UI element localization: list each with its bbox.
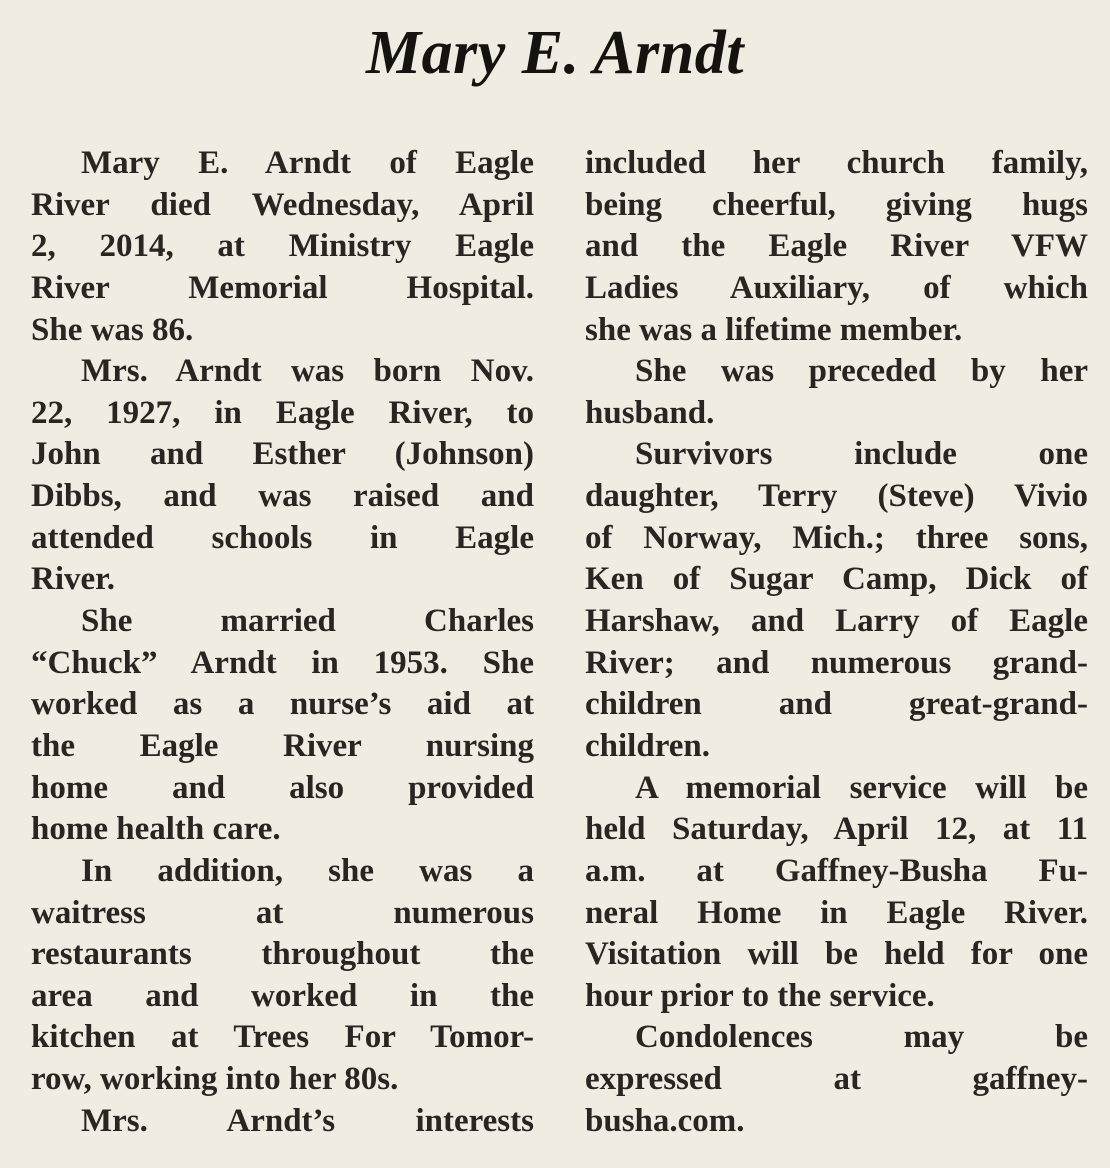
paragraph: [585, 351, 1088, 434]
text-line: and the Eagle River VFW: [585, 228, 1088, 265]
text-line: held Saturday, April 12, at 11: [585, 811, 1088, 848]
text-line: restaurants throughout the: [31, 936, 534, 973]
paragraph: [585, 143, 1088, 351]
text-line: Ken of Sugar Camp, Dick of: [585, 561, 1088, 598]
text-line: Survivors include one: [635, 436, 1088, 473]
text-line: being cheerful, giving hugs: [585, 186, 1088, 223]
text-line: children.: [585, 727, 710, 764]
text-line: She was 86.: [31, 311, 194, 348]
text-line: kitchen at Trees For Tomor-: [31, 1019, 534, 1056]
text-line: a.m. at Gaffney-Busha Fu-: [585, 852, 1088, 889]
text-line: Mrs. Arndt was born Nov.: [81, 353, 534, 390]
text-line: 22, 1927, in Eagle River, to: [31, 394, 534, 431]
text-line: husband.: [585, 394, 715, 431]
text-line: John and Esther (Johnson): [31, 436, 534, 473]
paragraph: [31, 351, 534, 601]
paragraph: [31, 851, 534, 1101]
obituary-title: Mary E. Arndt: [365, 19, 744, 87]
text-line: “Chuck” Arndt in 1953. She: [31, 644, 534, 681]
text-line: She married Charles: [81, 603, 534, 640]
text-line: Harshaw, and Larry of Eagle: [585, 603, 1088, 640]
text-line: the Eagle River nursing: [31, 727, 534, 764]
text-line: busha.com.: [585, 1102, 745, 1139]
text-line: Condolences may be: [635, 1019, 1088, 1056]
text-line: In addition, she was a: [81, 852, 534, 889]
paragraph: [31, 143, 534, 351]
text-line: attended schools in Eagle: [31, 519, 534, 556]
text-line: Ladies Auxiliary, of which: [585, 269, 1088, 306]
paragraph: [585, 434, 1088, 767]
text-line: home health care.: [31, 811, 281, 848]
text-line: home and also provided: [31, 769, 534, 806]
text-line: waitress at numerous: [31, 894, 534, 931]
text-line: River.: [31, 561, 116, 598]
text-line: area and worked in the: [31, 977, 534, 1014]
text-line: expressed at gaffney-: [585, 1061, 1088, 1098]
text-line: hour prior to the service.: [585, 977, 935, 1014]
paragraph: [585, 1017, 1088, 1142]
text-line: Dibbs, and was raised and: [31, 478, 534, 515]
text-column-left: [31, 143, 534, 1142]
text-line: A memorial service will be: [635, 769, 1088, 806]
text-line: 2, 2014, at Ministry Eagle: [31, 228, 534, 265]
text-line: River died Wednesday, April: [31, 186, 534, 223]
text-line: children and great-grand-: [585, 686, 1088, 723]
paragraph: [31, 1101, 534, 1143]
text-line: daughter, Terry (Steve) Vivio: [585, 478, 1088, 515]
text-line: River Memorial Hospital.: [31, 269, 534, 306]
text-line: Visitation will be held for one: [585, 936, 1088, 973]
text-line: she was a lifetime member.: [585, 311, 963, 348]
text-column-right: [585, 143, 1088, 1142]
text-line: row, working into her 80s.: [31, 1061, 399, 1098]
text-line: Mary E. Arndt of Eagle: [81, 145, 534, 181]
paragraph: [585, 768, 1088, 1018]
text-line: included her church family,: [585, 145, 1088, 181]
text-line: River; and numerous grand-: [585, 644, 1088, 681]
text-line: She was preceded by her: [635, 353, 1088, 390]
text-line: worked as a nurse’s aid at: [31, 686, 534, 723]
text-line: of Norway, Mich.; three sons,: [585, 519, 1088, 556]
text-line: neral Home in Eagle River.: [585, 894, 1088, 931]
paragraph: [31, 601, 534, 851]
text-line: Mrs. Arndt’s interests: [81, 1102, 534, 1139]
